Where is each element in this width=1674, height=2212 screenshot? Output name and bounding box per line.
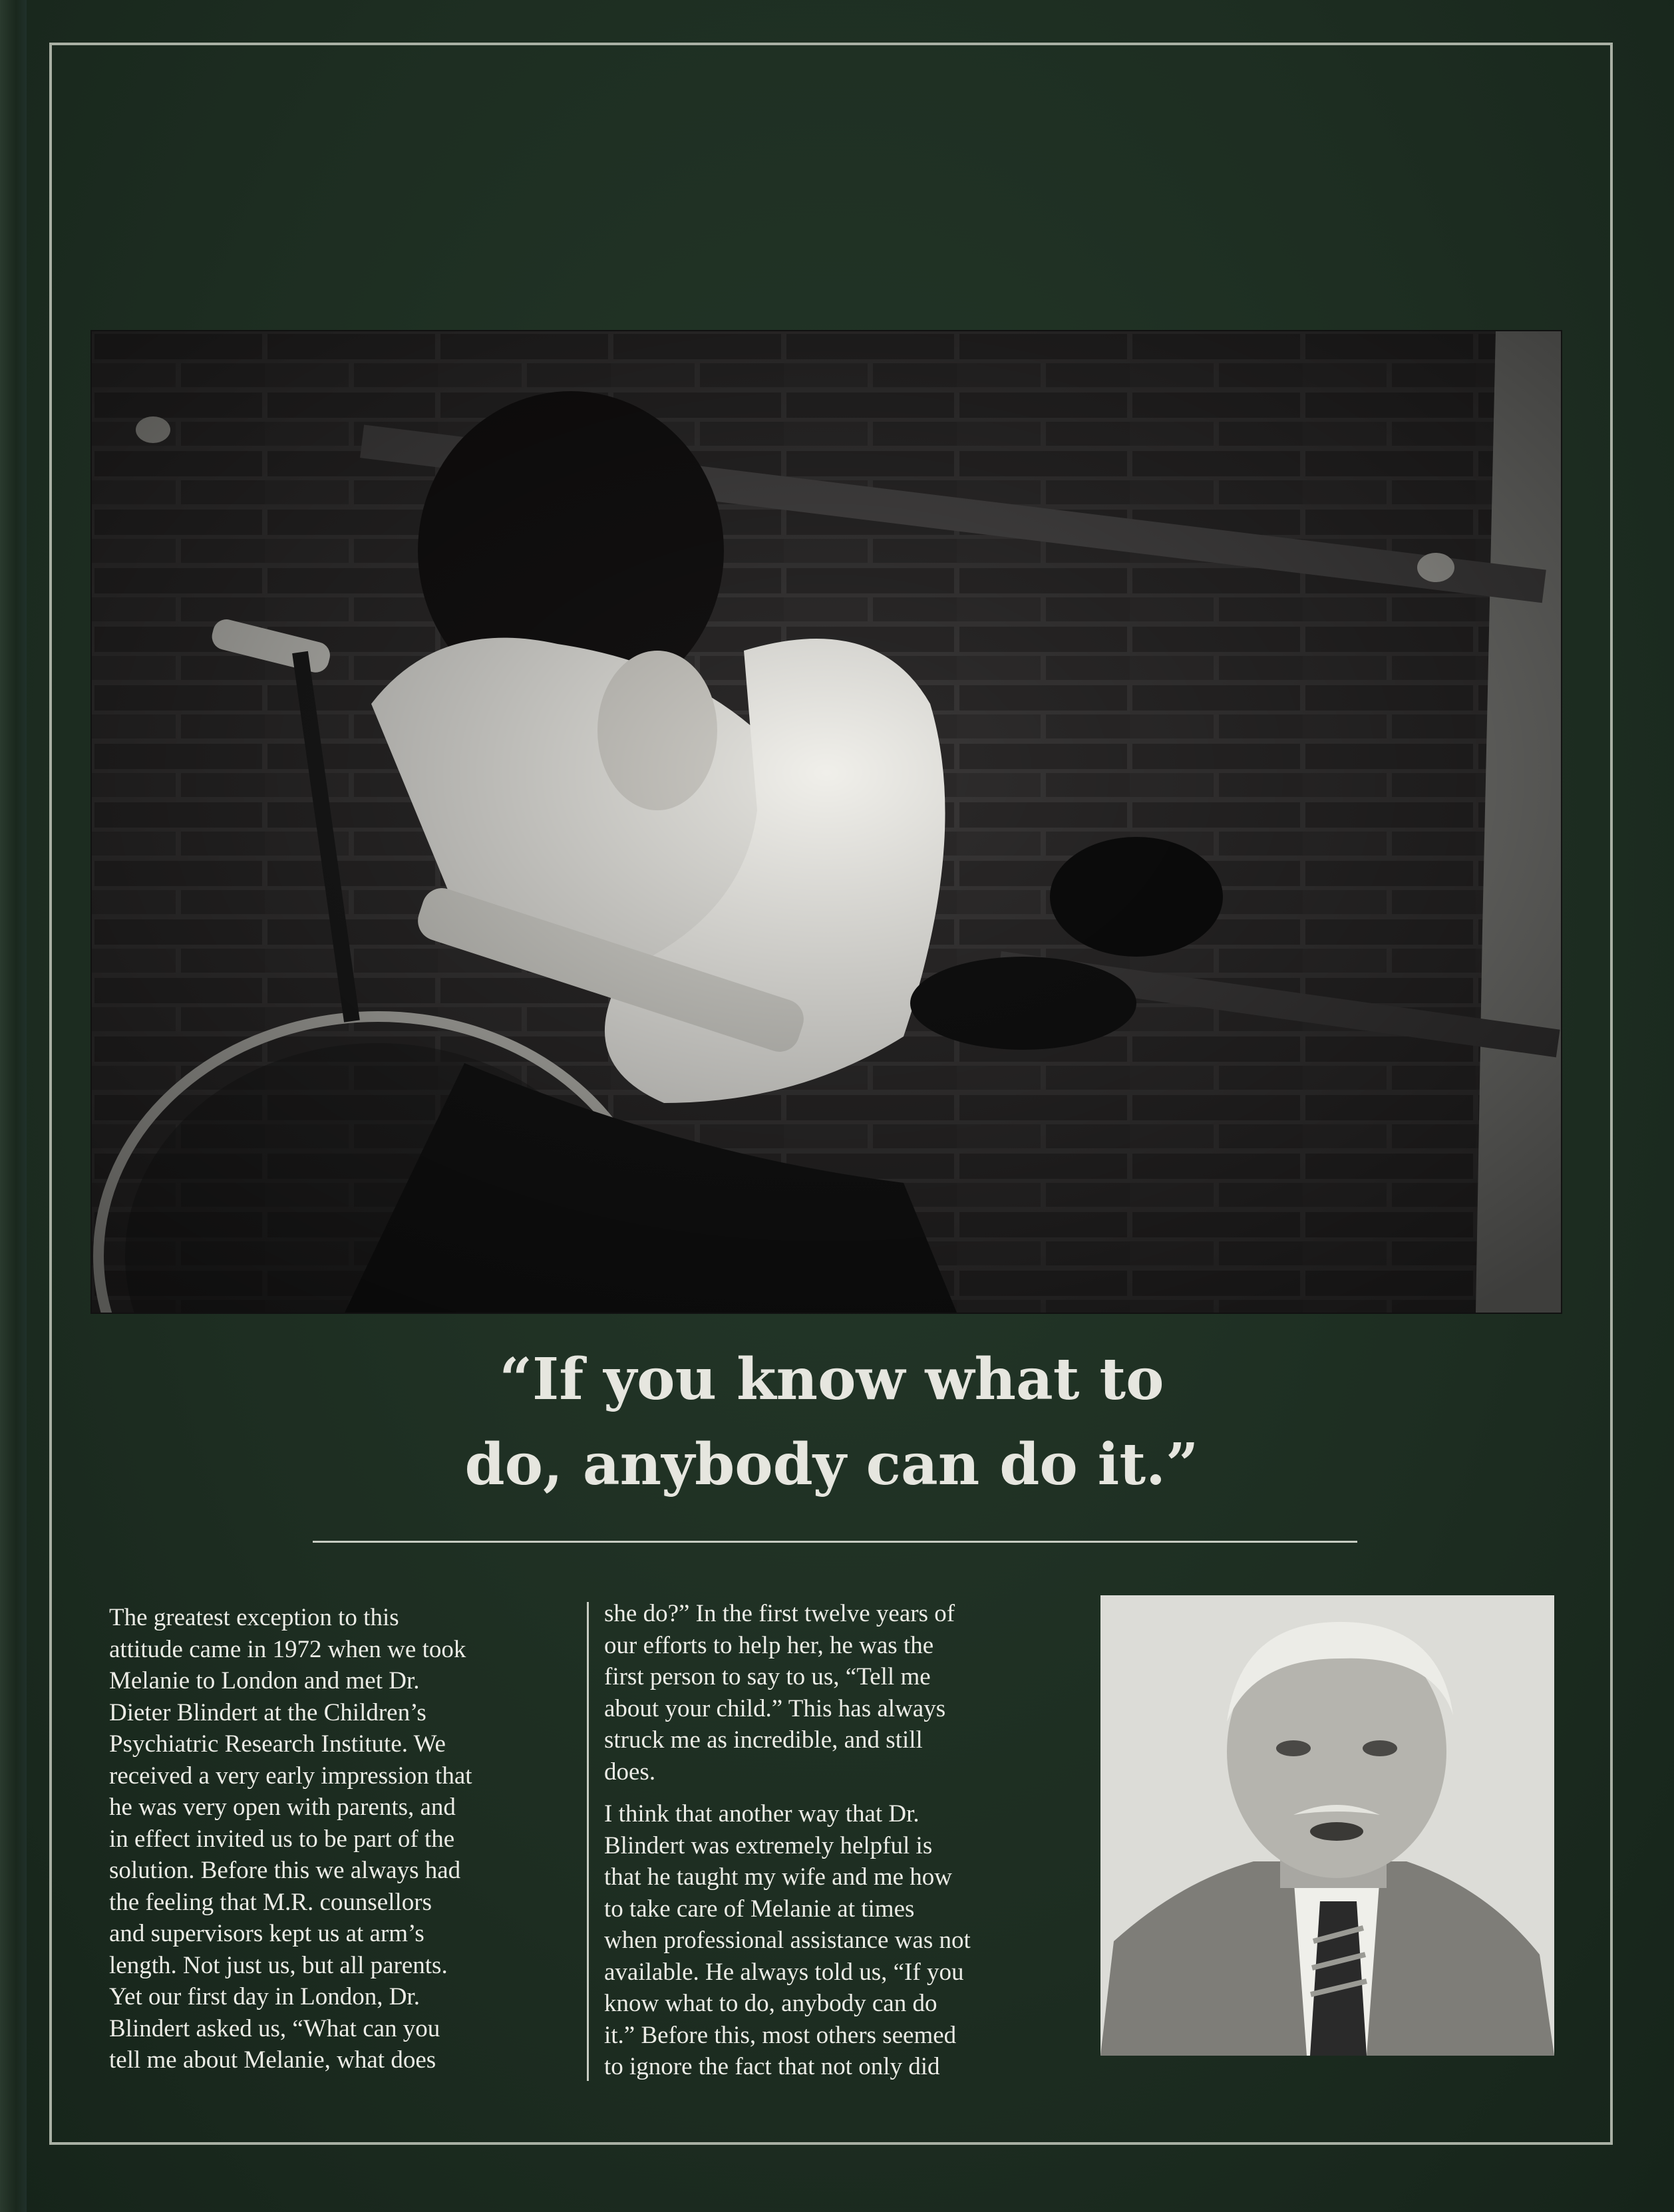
text-line: does. [604, 1758, 656, 1786]
portrait-photo-image [1100, 1595, 1554, 2056]
text-line: know what to do, anybody can do [604, 1990, 937, 2017]
page-spine [0, 0, 27, 2212]
text-line: it.” Before this, most others seemed [604, 2021, 957, 2049]
text-line: in effect invited us to be part of the [109, 1825, 455, 1853]
text-line: she do?” In the first twelve years of [604, 1600, 955, 1627]
text-line: first person to say to us, “Tell me [604, 1663, 931, 1690]
column2-paragraph-2 [604, 1798, 1070, 2083]
article-column-2 [604, 1598, 1070, 2083]
text-line: that he taught my wife and me how [604, 1863, 953, 1891]
text-line: Blindert was extremely helpful is [604, 1831, 933, 1859]
text-line: when professional assistance was not [604, 1927, 971, 1954]
wheelchair-photo [92, 331, 1561, 1313]
text-line: received a very early impression that [109, 1762, 472, 1790]
text-line: solution. Before this we always had [109, 1857, 461, 1884]
text-line: to take care of Melanie at times [604, 1895, 915, 1923]
column1-text [109, 1602, 568, 2076]
wheelchair-photo-image [92, 331, 1561, 1313]
text-line: he was very open with parents, and [109, 1794, 456, 1821]
portrait-photo [1100, 1595, 1554, 2056]
text-line: and supervisors kept us at arm’s [109, 1920, 424, 1947]
text-line: Psychiatric Research Institute. We [109, 1730, 446, 1758]
text-line: Blindert asked us, “What can you [109, 2014, 440, 2042]
pull-quote-line2: do, anybody can do it.” [464, 1431, 1199, 1498]
text-line: about your child.” This has always [604, 1694, 946, 1722]
column2-paragraph-1 [604, 1598, 1070, 1788]
text-line: Melanie to London and met Dr. [109, 1667, 420, 1694]
text-line: The greatest exception to this [109, 1604, 399, 1631]
text-line: length. Not just us, but all parents. [109, 1951, 448, 1979]
article-column-1 [109, 1602, 568, 2076]
text-line: our efforts to help her, he was the [604, 1631, 934, 1659]
text-line: Yet our first day in London, Dr. [109, 1983, 420, 2010]
text-line: tell me about Melanie, what does [109, 2046, 436, 2074]
horizontal-divider [313, 1541, 1357, 1543]
text-line: the feeling that M.R. counsellors [109, 1888, 432, 1916]
text-line: I think that another way that Dr. [604, 1800, 920, 1827]
text-line: attitude came in 1972 when we took [109, 1635, 466, 1663]
pull-quote [200, 1337, 1464, 1507]
text-line: to ignore the fact that not only did [604, 2053, 940, 2080]
text-line: Dieter Blindert at the Children’s [109, 1698, 426, 1726]
text-line: struck me as incredible, and still [604, 1726, 923, 1754]
pull-quote-line1: “If you know what to [499, 1346, 1164, 1413]
column-divider [587, 1602, 589, 2081]
text-line: available. He always told us, “If you [604, 1958, 964, 1986]
